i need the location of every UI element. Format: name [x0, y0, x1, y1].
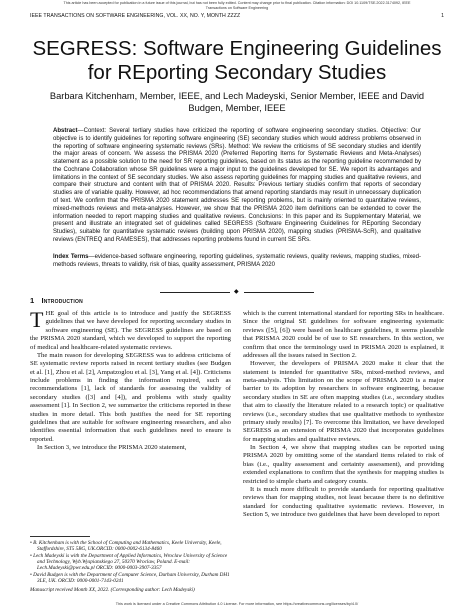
abstract-label: Abstract — [53, 128, 78, 134]
footnote-budgen: • David Budgen is with the Department of Computer Science, Durham University, Durham DH1 3LE, UK. ORCID: 0000-0001-7143-0241 — [30, 571, 230, 585]
right-paragraph-1: which is the current international standard for reporting SRs in healthcare. Since the original SE guidelines for software engineering systematic reviews ([5], [6]) were based on healthcare guidelines, it seems plausible that PRISMA 2020 could be of use to SE researchers. In this section, we confirm that once the terminology used in PRISMA 2020 is explained, it addresses all the issues raised in Section 2. — [243, 310, 444, 359]
author-list: Barbara Kitchenham, Member, IEEE, and Lech Madeyski, Senior Member, IEEE and David Budgen, Member, IEEE — [49, 91, 425, 113]
divider-diamond-icon: ◆ — [234, 288, 239, 295]
publication-notice-line1: This article has been accepted for publication in a future issue of this journal, but has not been fully edited. Content may change prior to final publication. Citation information: DOI 10.1109/TSE.2022.3174092, IEEE — [63, 1, 411, 5]
abstract-text: —Context: Several tertiary studies have criticized the reporting of software engineering secondary studies. Objective: Our objective is to identify guidelines for reporting software engineering (SE) secondary studies which would address problems observed in the reporting of software engineering systematic reviews (SRs). Method: We review the criticisms of SE secondary studies and identify the major areas of concern. We assess the PRISMA 2020 (Preferred Reporting Items for Systematic Reviews and Meta-Analyses) statement as a possible solution to the need for SR reporting guidelines, based on its status as the reporting guideline recommended by the Cochrane Collaboration whose SR guidelines were a major input to the guidelines developed for SE. We report its advantages and limitations in the context of SE secondary studies. We also assess reporting guidelines for mapping studies and qualitative reviews, and compare their structure and content with that of PRISMA 2020. Results: Previous tertiary studies confirm that reports of secondary studies are of variable quality. However, ad hoc recommendations that amend reporting standards may result in unnecessary duplication of text. We confirm that the PRISMA 2020 statement addresses SE reporting problems, but is mainly oriented to quantitative reviews, mixed-methods reviews and meta-analyses. However, we show that the PRISMA 2020 item definitions can be extended to cover the information needed to report mapping studies and qualitative reviews. Conclusions: In this paper and its Supplementary Material, we present and illustrate an integrated set of guidelines called SEGRESS (Software Engineering Guidelines for REporting Secondary Studies), suitable for quantitative systematic reviews (building upon PRISMA 2020), mapping studies (PRISMA-ScR), and qualitative reviews (ENTREQ and RAMESES), that addresses reporting problems found in current SE SRs. — [53, 128, 421, 243]
abstract — [53, 128, 421, 245]
drop-cap: T — [30, 307, 44, 332]
footnote-madeyski: • Lech Madeyski is with the Department of Applied Informatics, Wroclaw University of Science and Technology, Wyb.Wyspianskiego 27, 50370 Wroclaw, Poland. E-mail: Lech.Madeyski@pwr.edu.pl ORCID: 0000-0003-3907-3357 — [30, 552, 228, 572]
footnote-kitchenham: • B. Kitchenham is with the School of Computing and Mathematics, Keele University, Keele, Staffordshire, ST5 5BG, UK.ORCID: 0000-0002-6134-8460 — [30, 539, 222, 552]
running-head — [30, 13, 444, 19]
section-heading — [30, 296, 83, 305]
index-terms-label: Index Terms — [53, 254, 89, 260]
footnote-rule — [30, 536, 90, 537]
intro-paragraph-2: The main reason for developing SEGRESS was to address criticisms of SE systematic review reports raised in recent tertiary studies (see Budgen et al. [1], Zhou et al. [2], Ampatzoglou et al. [3], Yang et al. [4]). Criticisms include problems in finding the information required, such as recommendations [1], lack of standards for assessing the validity of secondary studies ([3] and [4]), and problems with study quality assessment [1]. In Section 2, we summarize the criticisms reported in these studies in more detail. This both justifies the need for SE reporting guidelines that are suitable for software engineering researchers, and also identifies essential information that such guidelines need to ensure is reported. — [30, 351, 231, 443]
intro-paragraph-3: In Section 3, we introduce the PRISMA 2020 statement, — [37, 444, 187, 451]
section-number: 1 — [30, 296, 35, 305]
journal-name: IEEE TRANSACTIONS ON SOFTWARE ENGINEERING, VOL. XX, NO. Y, MONTH ZZZZ — [30, 13, 241, 19]
license-footer: This work is licensed under a Creative Commons Attribution 4.0 License. For more information, see https://creativecommons.org/licenses/by/4.0/ — [115, 602, 359, 606]
publication-notice-line2: Transactions on Software Engineering — [205, 5, 269, 10]
index-terms-text: —evidence-based software engineering, reporting guidelines, systematic reviews, quality reviews, mapping studies, mixed-methods reviews, threats to validity, risk of bias, quality assessment, PRISMA 2020 — [53, 254, 421, 268]
publication-notice — [0, 1, 474, 10]
section-title: Introduction — [41, 296, 83, 305]
intro-paragraph-1: THE goal of this article is to introduce and justify the SEGRESS guidelines that we have developed for reporting secondary studies in software engineering (SE). The SEGRESS guidelines are based on the PRISMA 2020 standard, which we developed to support the reporting of medical and healthcare-related systematic reviews. — [30, 307, 231, 351]
right-paragraph-3: In Section 4, we show that mapping studies can be reported using PRISMA 2020 by omitting some of the standard items related to risk of bias (i.e., quality assessment and certainty assessment), and providing extended explanations to confirm that the synthesis for mapping studies is restricted to simple charts and category counts. — [243, 444, 444, 485]
left-column — [30, 307, 231, 452]
right-column — [243, 310, 444, 519]
manuscript-note: Manuscript received Month XX, 2022. (Corresponding author: Lech Madeyski) — [30, 586, 195, 593]
index-terms — [53, 254, 421, 270]
page-number: 1 — [441, 13, 444, 19]
right-paragraph-2: However, the developers of PRISMA 2020 make it clear that the statement is intended for quantitative SRs, mixed-method reviews, and meta-analysis. This limitation on the scope of PRISMA 2020 is a major barrier to its adoption by researchers in software engineering, because secondary studies in SE are often mapping studies (i.e., secondary studies that aim to classify the literature related to a research topic) or qualitative reviews (i.e., secondary studies that use qualitative methods to synthesize primary study results) [7]. To overcome this limitation, we have developed SEGRESS as an extension of PRISMA 2020 that incorporates guidelines for mapping studies and qualitative reviews. — [243, 360, 444, 443]
section-divider — [160, 288, 314, 296]
right-paragraph-4: It is much more difficult to provide standards for reporting qualitative reviews than for mapping studies, not least because there is no definitive standard for conducting qualitative systematic reviews. However, in Section 5, we introduce two guidelines that have been developed to report — [243, 485, 444, 518]
divider-line-right — [244, 292, 314, 293]
footnotes — [30, 536, 231, 593]
divider-line-left — [160, 292, 230, 293]
paper-title: SEGRESS: Software Engineering Guidelines for REporting Secondary Studies — [32, 37, 442, 84]
